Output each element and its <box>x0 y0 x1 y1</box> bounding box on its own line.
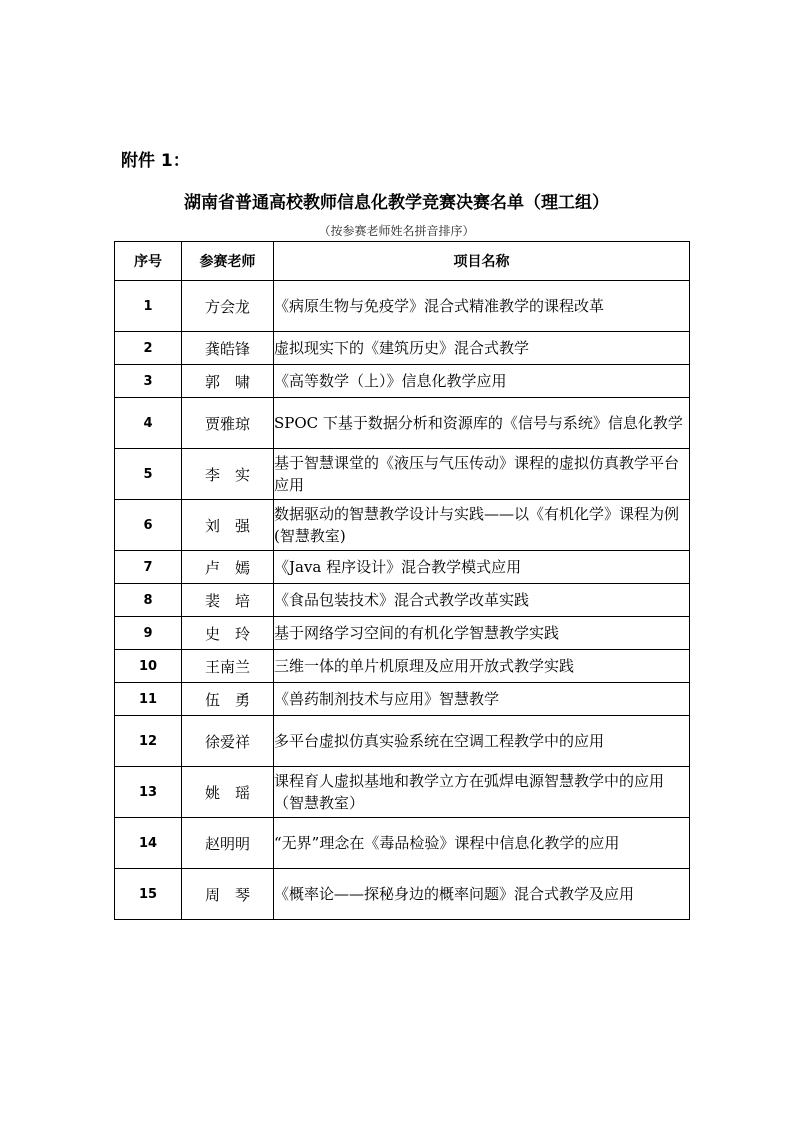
teacher-name: 卢 嫣 <box>182 551 274 584</box>
row-number: 7 <box>115 551 182 584</box>
document-title: 湖南省普通高校教师信息化教学竞赛决赛名单（理工组） <box>184 193 609 213</box>
teacher-name: 裴 培 <box>182 584 274 617</box>
row-number: 2 <box>115 332 182 365</box>
project-name: 《病原生物与免疫学》混合式精准教学的课程改革 <box>274 281 690 332</box>
row-number: 4 <box>115 398 182 449</box>
column-header-project: 项目名称 <box>274 242 690 281</box>
row-number: 6 <box>115 500 182 551</box>
row-number: 3 <box>115 365 182 398</box>
project-name: “无界”理念在《毒品检验》课程中信息化教学的应用 <box>274 818 690 869</box>
project-name: 《概率论——探秘身边的概率问题》混合式教学及应用 <box>274 869 690 920</box>
project-name: 多平台虚拟仿真实验系统在空调工程教学中的应用 <box>274 716 690 767</box>
teacher-name: 赵明明 <box>182 818 274 869</box>
project-name: 《高等数学（上）》信息化教学应用 <box>274 365 690 398</box>
column-header-teacher: 参赛老师 <box>182 242 274 281</box>
teacher-name: 王南兰 <box>182 650 274 683</box>
row-number: 1 <box>115 281 182 332</box>
teacher-name: 伍 勇 <box>182 683 274 716</box>
table-row <box>115 332 690 365</box>
attachment-label: 附件 1： <box>121 151 190 171</box>
row-number: 15 <box>115 869 182 920</box>
teacher-name: 李 实 <box>182 449 274 500</box>
project-name: 数据驱动的智慧教学设计与实践——以《有机化学》课程为例(智慧教室) <box>274 500 690 551</box>
table-row <box>115 500 690 551</box>
project-name: 《Java 程序设计》混合教学模式应用 <box>274 551 690 584</box>
table-row <box>115 584 690 617</box>
column-header-number: 序号 <box>115 242 182 281</box>
row-number: 10 <box>115 650 182 683</box>
row-number: 14 <box>115 818 182 869</box>
teacher-name: 贾雅琼 <box>182 398 274 449</box>
table-row <box>115 683 690 716</box>
teacher-name: 刘 强 <box>182 500 274 551</box>
table-row <box>115 869 690 920</box>
table-row <box>115 617 690 650</box>
table-row <box>115 716 690 767</box>
row-number: 12 <box>115 716 182 767</box>
finalists-table <box>114 241 690 920</box>
project-name: SPOC 下基于数据分析和资源库的《信号与系统》信息化教学 <box>274 398 690 449</box>
table-row <box>115 365 690 398</box>
project-name: 《食品包装技术》混合式教学改革实践 <box>274 584 690 617</box>
table-header-row <box>115 242 690 281</box>
project-name: 基于网络学习空间的有机化学智慧教学实践 <box>274 617 690 650</box>
row-number: 5 <box>115 449 182 500</box>
project-name: 《兽药制剂技术与应用》智慧教学 <box>274 683 690 716</box>
teacher-name: 方会龙 <box>182 281 274 332</box>
document-subtitle: （按参赛老师姓名拼音排序） <box>318 224 475 238</box>
teacher-name: 姚 瑶 <box>182 767 274 818</box>
row-number: 11 <box>115 683 182 716</box>
teacher-name: 徐爱祥 <box>182 716 274 767</box>
teacher-name: 周 琴 <box>182 869 274 920</box>
project-name: 基于智慧课堂的《液压与气压传动》课程的虚拟仿真教学平台应用 <box>274 449 690 500</box>
table-row <box>115 767 690 818</box>
table-row <box>115 281 690 332</box>
teacher-name: 龚皓锋 <box>182 332 274 365</box>
project-name: 虚拟现实下的《建筑历史》混合式教学 <box>274 332 690 365</box>
teacher-name: 郭 啸 <box>182 365 274 398</box>
table-row <box>115 650 690 683</box>
teacher-name: 史 玲 <box>182 617 274 650</box>
table-row <box>115 551 690 584</box>
project-name: 三维一体的单片机原理及应用开放式教学实践 <box>274 650 690 683</box>
table-row <box>115 818 690 869</box>
table-row <box>115 449 690 500</box>
project-name: 课程育人虚拟基地和教学立方在弧焊电源智慧教学中的应用（智慧教室） <box>274 767 690 818</box>
row-number: 9 <box>115 617 182 650</box>
row-number: 13 <box>115 767 182 818</box>
row-number: 8 <box>115 584 182 617</box>
table-row <box>115 398 690 449</box>
